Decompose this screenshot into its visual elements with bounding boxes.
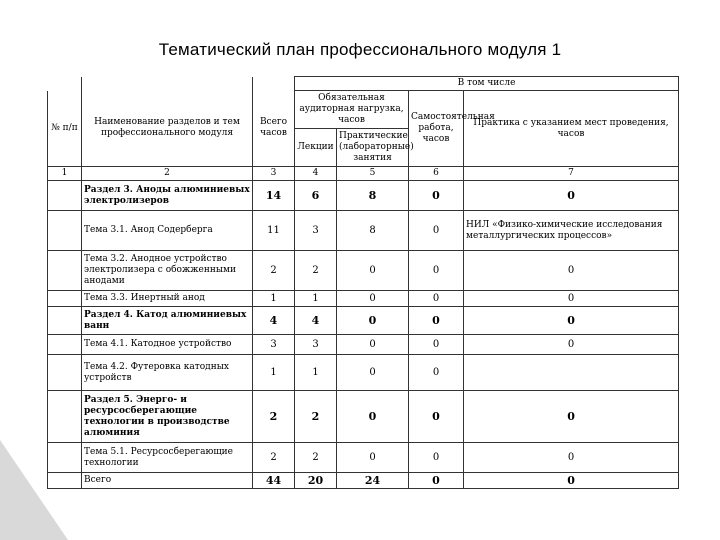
row-self: 0	[409, 443, 464, 473]
row-practice: 0	[464, 391, 679, 443]
row-practical: 0	[337, 391, 409, 443]
table-row	[48, 443, 679, 473]
header-blank-name	[82, 77, 253, 91]
row-lectures: 1	[295, 355, 337, 391]
row-lectures: 3	[295, 211, 337, 251]
row-self: 0	[409, 335, 464, 355]
header-incl: В том числе	[295, 77, 679, 91]
row-no	[48, 251, 82, 291]
table-row	[48, 211, 679, 251]
row-name: Раздел 3. Аноды алюминиевых электролизеров	[82, 181, 253, 211]
row-no	[48, 291, 82, 307]
col-number-2: 2	[82, 167, 253, 181]
row-practical: 0	[337, 251, 409, 291]
row-total: 2	[253, 391, 295, 443]
header-lectures: Лекции	[295, 129, 337, 167]
row-no	[48, 443, 82, 473]
row-no	[48, 355, 82, 391]
row-practice	[464, 355, 679, 391]
row-name: Раздел 5. Энерго- и ресурсосберегающие технологии в производстве алюминия	[82, 391, 253, 443]
table-row	[48, 181, 679, 211]
row-name: Тема 5.1. Ресурсосберегающие технологии	[82, 443, 253, 473]
col-number-1: 1	[48, 167, 82, 181]
row-practice: 0	[464, 307, 679, 335]
row-total: 14	[253, 181, 295, 211]
row-total: 1	[253, 355, 295, 391]
row-no	[48, 307, 82, 335]
row-name: Тема 4.2. Футеровка катодных устройств	[82, 355, 253, 391]
table-row	[48, 251, 679, 291]
row-no	[48, 181, 82, 211]
row-self: 0	[409, 181, 464, 211]
row-self: 0	[409, 291, 464, 307]
row-self: 0	[409, 307, 464, 335]
table-row	[48, 307, 679, 335]
row-practical: 0	[337, 355, 409, 391]
row-self: 0	[409, 251, 464, 291]
row-lectures: 4	[295, 307, 337, 335]
row-practical: 8	[337, 181, 409, 211]
row-no	[48, 211, 82, 251]
row-practice: 0	[464, 473, 679, 489]
row-practical: 24	[337, 473, 409, 489]
row-total: 44	[253, 473, 295, 489]
row-total: 1	[253, 291, 295, 307]
table-row	[48, 291, 679, 307]
row-practical: 0	[337, 443, 409, 473]
header-name: Наименование разделов и тем профессионального модуля	[82, 91, 253, 167]
col-number-3: 3	[253, 167, 295, 181]
row-practical: 8	[337, 211, 409, 251]
table-row-total	[48, 473, 679, 489]
row-lectures: 2	[295, 391, 337, 443]
thematic-plan-table	[47, 76, 679, 489]
row-self: 0	[409, 211, 464, 251]
col-number-7: 7	[464, 167, 679, 181]
header-total: Всего часов	[253, 91, 295, 167]
header-self: Самостоятельная работа, часов	[409, 91, 464, 167]
header-no: № п/п	[48, 91, 82, 167]
row-practice: 0	[464, 335, 679, 355]
row-no	[48, 473, 82, 489]
row-practical: 0	[337, 335, 409, 355]
row-lectures: 1	[295, 291, 337, 307]
header-mandatory: Обязательная аудиторная нагрузка, часов	[295, 91, 409, 129]
row-practice: 0	[464, 181, 679, 211]
row-total: 3	[253, 335, 295, 355]
page-title: Тематический план профессионального модуля 1	[158, 40, 562, 59]
row-self: 0	[409, 473, 464, 489]
row-name: Всего	[82, 473, 253, 489]
row-name: Тема 3.1. Анод Содерберга	[82, 211, 253, 251]
col-number-5: 5	[337, 167, 409, 181]
header-blank-total	[253, 77, 295, 91]
row-lectures: 2	[295, 443, 337, 473]
row-practice: 0	[464, 443, 679, 473]
table-row	[48, 355, 679, 391]
header-practice: Практика с указанием мест проведения, часов	[464, 91, 679, 167]
col-number-6: 6	[409, 167, 464, 181]
row-lectures: 3	[295, 335, 337, 355]
row-name: Раздел 4. Катод алюминиевых ванн	[82, 307, 253, 335]
row-name: Тема 3.2. Анодное устройство электролизера с обожженными анодами	[82, 251, 253, 291]
row-name: Тема 3.3. Инертный анод	[82, 291, 253, 307]
header-practical: Практические (лабораторные) занятия	[337, 129, 409, 167]
table-row	[48, 335, 679, 355]
row-practical: 0	[337, 307, 409, 335]
row-practice: 0	[464, 251, 679, 291]
row-self: 0	[409, 391, 464, 443]
row-total: 11	[253, 211, 295, 251]
row-practice: 0	[464, 291, 679, 307]
row-total: 2	[253, 443, 295, 473]
row-name: Тема 4.1. Катодное устройство	[82, 335, 253, 355]
row-practical: 0	[337, 291, 409, 307]
row-total: 2	[253, 251, 295, 291]
row-no	[48, 391, 82, 443]
row-lectures: 2	[295, 251, 337, 291]
row-lectures: 6	[295, 181, 337, 211]
col-number-4: 4	[295, 167, 337, 181]
header-blank-no	[48, 77, 82, 91]
row-self: 0	[409, 355, 464, 391]
row-practice: НИЛ «Физико-химические исследования металлургических процессов»	[464, 211, 679, 251]
row-lectures: 20	[295, 473, 337, 489]
table-row	[48, 391, 679, 443]
row-total: 4	[253, 307, 295, 335]
row-no	[48, 335, 82, 355]
